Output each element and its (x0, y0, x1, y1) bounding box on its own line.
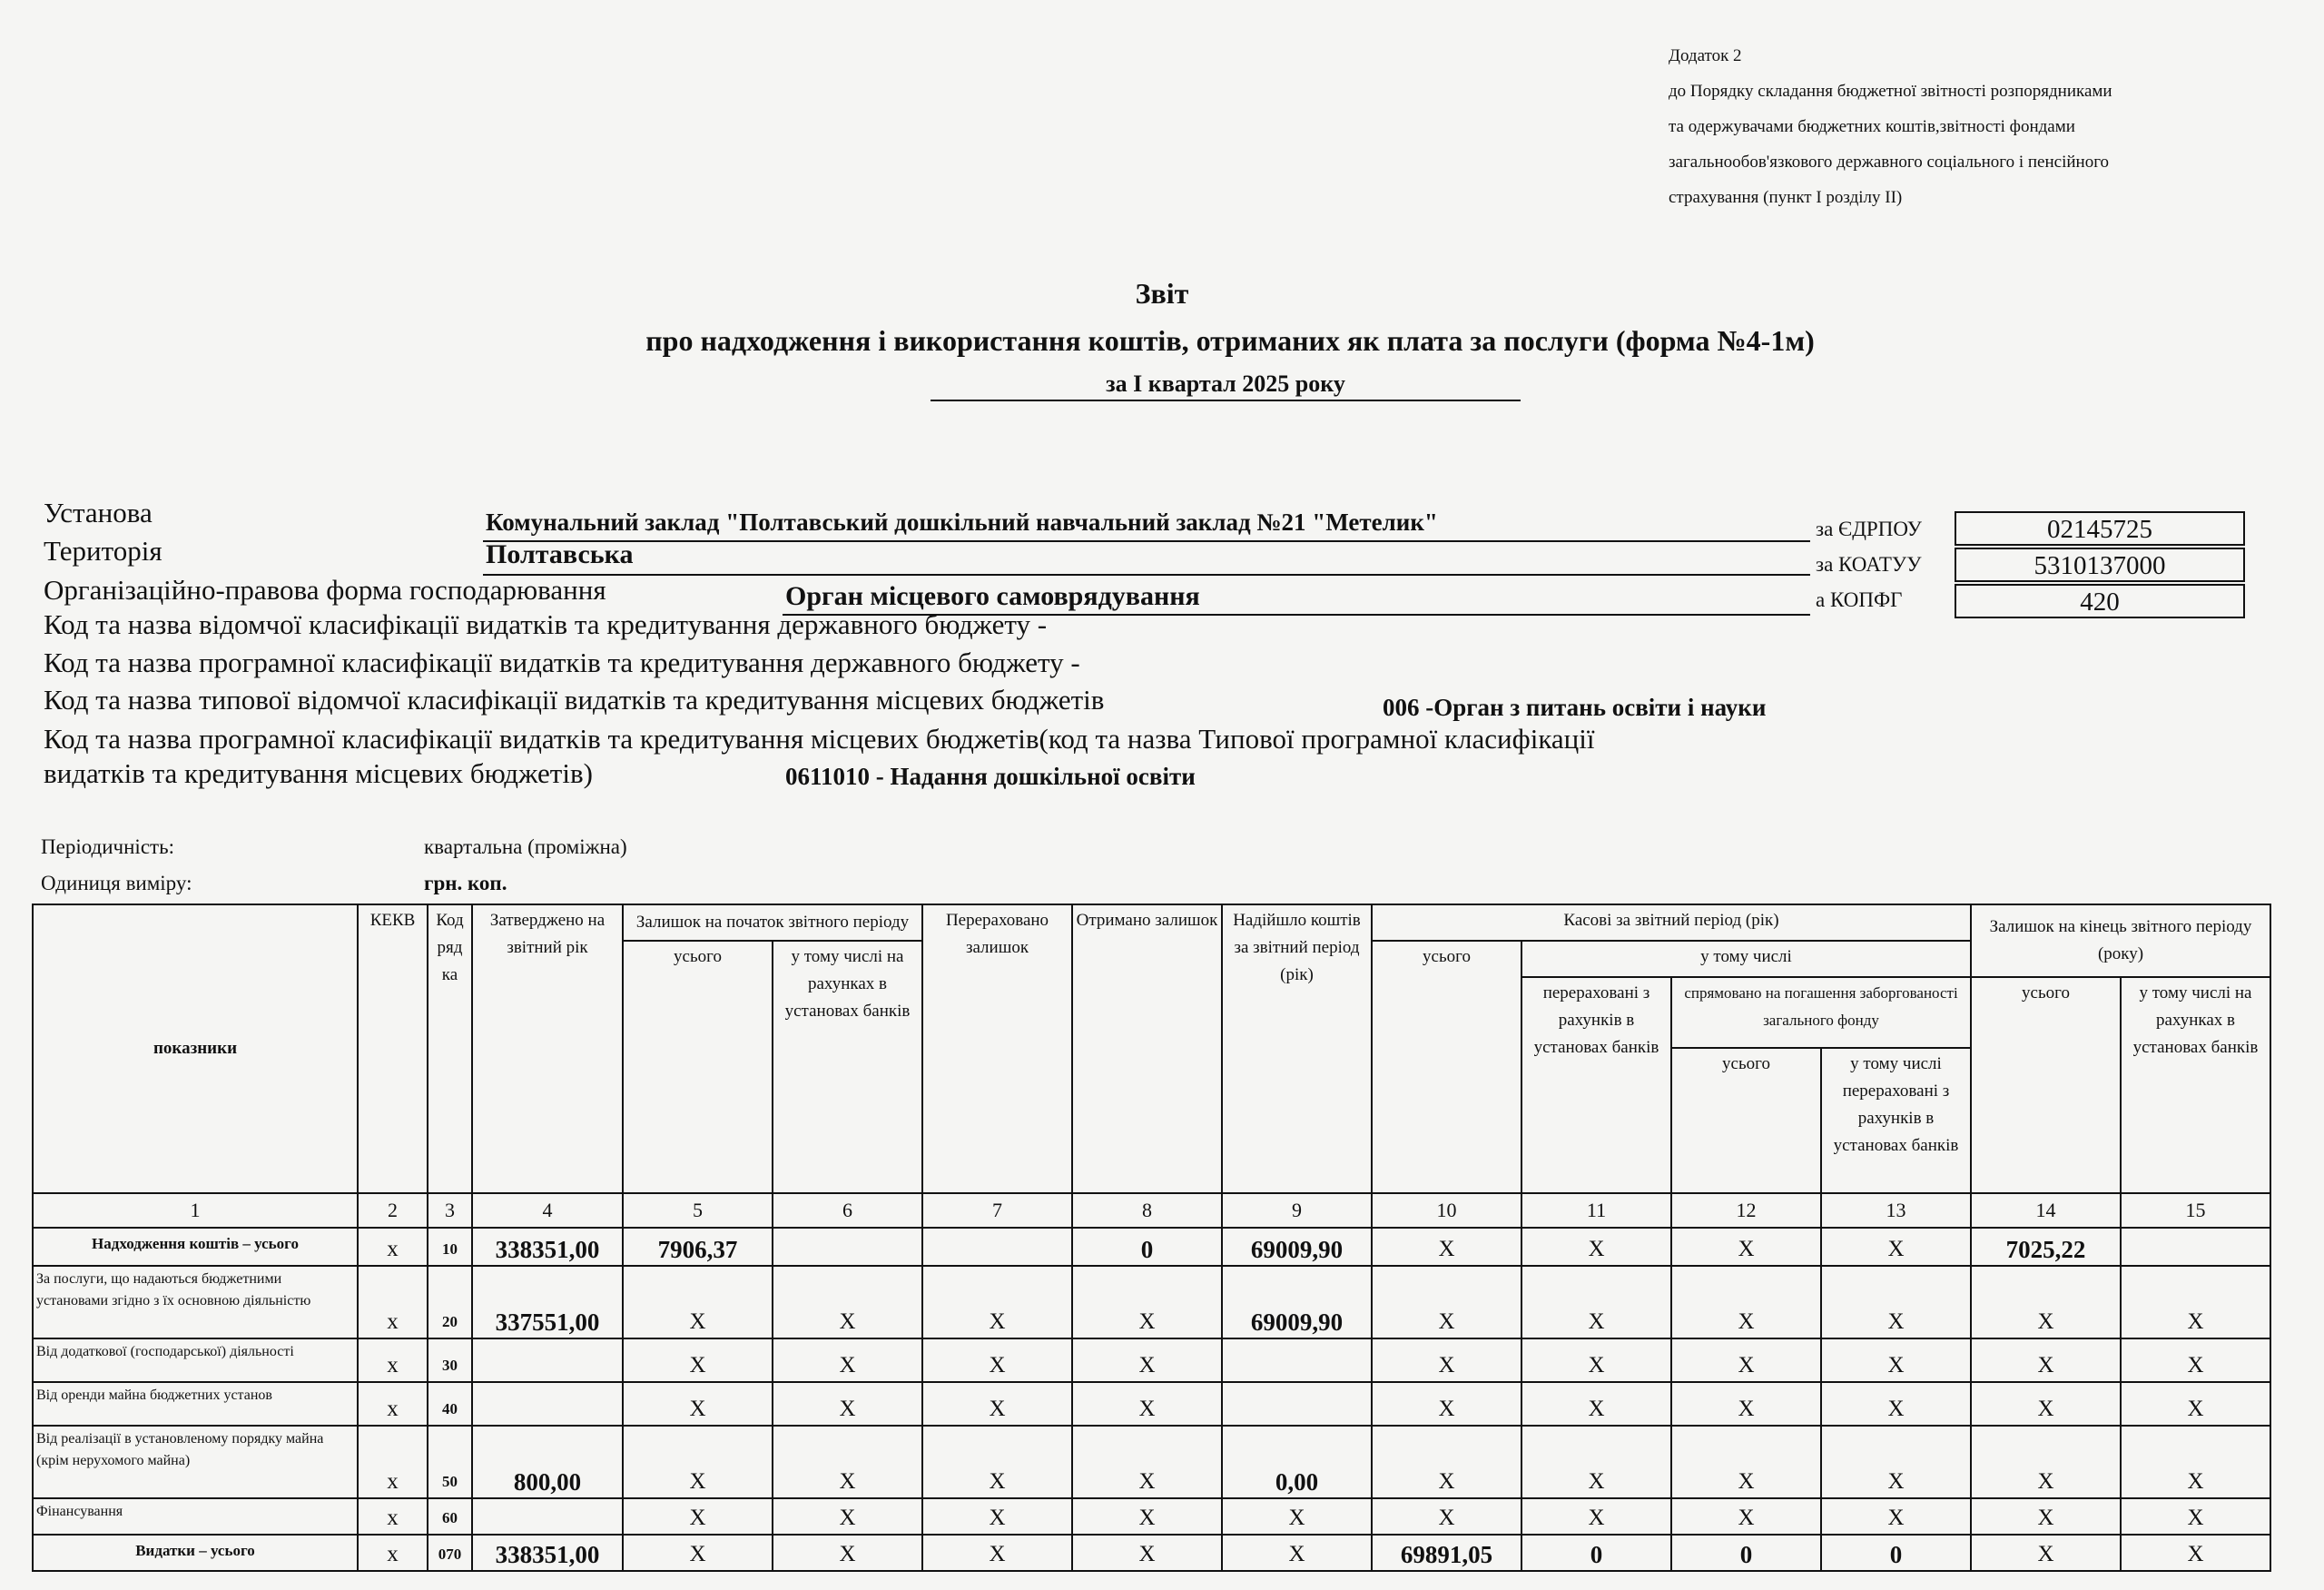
cell-c13: Х (1821, 1228, 1971, 1266)
cell-c15: Х (2121, 1535, 2270, 1571)
annex-line: Додаток 2 (1669, 46, 1742, 65)
annex-line: загальнообов'язкового державного соціального і пенсійного (1669, 153, 2110, 172)
cell-c15: Х (2121, 1382, 2270, 1426)
cell-c5: Х (623, 1535, 773, 1571)
table-row (33, 1498, 2270, 1535)
table-row (33, 1426, 2270, 1498)
cell-c11: Х (1521, 1382, 1671, 1426)
col-number: 6 (773, 1193, 922, 1228)
cell-c12: Х (1671, 1228, 1821, 1266)
cell-c11: Х (1521, 1266, 1671, 1338)
kekv-cell: х (358, 1498, 428, 1535)
row-label: За послуги, що надаються бюджетними установами згідно з їх основною діяльністю (33, 1266, 358, 1338)
territory-value: Полтавська (486, 539, 634, 569)
col-number: 1 (33, 1193, 358, 1228)
cell-c6: Х (773, 1498, 922, 1535)
row-code-cell: 20 (428, 1266, 472, 1338)
kopfg-box: 420 (1955, 584, 2245, 618)
cell-c13: Х (1821, 1426, 1971, 1498)
row-code-cell: 10 (428, 1228, 472, 1266)
cell-c7: Х (922, 1498, 1072, 1535)
col-number: 3 (428, 1193, 472, 1228)
cell-c6: Х (773, 1266, 922, 1338)
cell-c5: Х (623, 1382, 773, 1426)
cell-c14: Х (1971, 1266, 2121, 1338)
balance-end-total-header: усього (1971, 977, 2121, 1193)
cash-debt-total-header: усього (1671, 1048, 1821, 1193)
col-number: 8 (1072, 1193, 1222, 1228)
cell-c5: Х (623, 1338, 773, 1382)
cell-c13: Х (1821, 1498, 1971, 1535)
prog-local-value: 0611010 - Надання дошкільної освіти (785, 763, 1196, 790)
cell-c14: Х (1971, 1338, 2121, 1382)
orgform-value: Орган місцевого самоврядування (785, 581, 1200, 611)
row-code-cell: 60 (428, 1498, 472, 1535)
approved-cell (472, 1382, 623, 1426)
col-number: 5 (623, 1193, 773, 1228)
unit-value: грн. коп. (424, 872, 507, 894)
col-number: 12 (1671, 1193, 1821, 1228)
balance-start-banks-header: у тому числі на рахунках в установах банків (773, 941, 922, 1193)
approved-cell: 338351,00 (472, 1535, 623, 1571)
cell-c8: Х (1072, 1426, 1222, 1498)
cell-c10: Х (1372, 1498, 1521, 1535)
cell-c13: Х (1821, 1382, 1971, 1426)
cell-c13: 0 (1821, 1535, 1971, 1571)
title-line1: Звіт (1135, 277, 1189, 310)
cell-c7 (922, 1228, 1072, 1266)
cell-c12: Х (1671, 1266, 1821, 1338)
table-row (33, 1228, 2270, 1266)
prog-local-line1: Код та назва програмної класифікації видатків та кредитування місцевих бюджетів(код та назва Типової програмної класифікації (44, 723, 1595, 755)
row-label: Від додаткової (господарської) діяльності (33, 1338, 358, 1382)
cell-c9: Х (1222, 1535, 1372, 1571)
col-approved-header: Затверджено на звітний рік (472, 904, 623, 1193)
col-indicators-header: показники (33, 904, 358, 1193)
cell-c9: 69009,90 (1222, 1228, 1372, 1266)
unit-label: Одиниця виміру: (41, 872, 192, 894)
edrpou-label: за ЄДРПОУ (1816, 518, 1922, 540)
table-row (33, 1382, 2270, 1426)
cell-c9: 69009,90 (1222, 1266, 1372, 1338)
annex-line: та одержувачами бюджетних коштів,звітності фондами (1669, 117, 2075, 136)
cell-c7: Х (922, 1535, 1072, 1571)
periodicity-value: квартальна (проміжна) (424, 835, 627, 858)
cell-c6 (773, 1228, 922, 1266)
cell-c5: Х (623, 1266, 773, 1338)
koatuu-box: 5310137000 (1955, 548, 2245, 582)
approved-cell (472, 1338, 623, 1382)
cell-c8: Х (1072, 1498, 1222, 1535)
prog-class-state: Код та назва програмної класифікації видатків та кредитування державного бюджету - (44, 647, 1080, 678)
col-rowcode-header: Код ряд ка (428, 904, 472, 1193)
cell-c7: Х (922, 1382, 1072, 1426)
row-label: Від оренди майна бюджетних установ (33, 1382, 358, 1426)
cell-c15 (2121, 1228, 2270, 1266)
cell-c9: Х (1222, 1498, 1372, 1535)
cell-c6: Х (773, 1382, 922, 1426)
cell-c9 (1222, 1338, 1372, 1382)
cell-c14: Х (1971, 1382, 2121, 1426)
col-number: 10 (1372, 1193, 1521, 1228)
row-code-cell: 40 (428, 1382, 472, 1426)
cell-c10: Х (1372, 1338, 1521, 1382)
col-number: 2 (358, 1193, 428, 1228)
cell-c6: Х (773, 1426, 922, 1498)
row-label: Видатки – усього (33, 1535, 358, 1571)
cell-c6: Х (773, 1535, 922, 1571)
institution-label: Установа (44, 497, 153, 528)
col-received-header: Отримано залишок (1072, 904, 1222, 1193)
col-number: 9 (1222, 1193, 1372, 1228)
territory-label: Територія (44, 535, 162, 567)
cell-c10: Х (1372, 1266, 1521, 1338)
approved-cell (472, 1498, 623, 1535)
approved-cell: 800,00 (472, 1426, 623, 1498)
institution-underline (483, 540, 1810, 542)
table-row (33, 1535, 2270, 1571)
koatuu-label: за КОАТУУ (1816, 553, 1922, 576)
header-row (33, 904, 2270, 941)
typical-dept-value: 006 -Орган з питань освіти і науки (1383, 694, 1767, 721)
column-numbers-row (33, 1193, 2270, 1228)
cell-c12: Х (1671, 1382, 1821, 1426)
col-kekv-header: КЕКВ (358, 904, 428, 1193)
title-period: за I квартал 2025 року (931, 370, 1521, 401)
approved-cell: 338351,00 (472, 1228, 623, 1266)
balance-end-banks-header: у тому числі на рахунках в установах банків (2121, 977, 2270, 1193)
col-number: 13 (1821, 1193, 1971, 1228)
institution-value: Комунальний заклад "Полтавський дошкільний навчальний заклад №21 "Метелик" (486, 509, 1438, 536)
annex-note (1669, 38, 2250, 215)
territory-underline (483, 574, 1810, 576)
prog-local-line2: видатків та кредитування місцевих бюджетів) (44, 757, 593, 789)
cell-c8: Х (1072, 1382, 1222, 1426)
col-number: 14 (1971, 1193, 2121, 1228)
cell-c15: Х (2121, 1426, 2270, 1498)
col-number: 15 (2121, 1193, 2270, 1228)
cell-c9: 0,00 (1222, 1426, 1372, 1498)
balance-start-total-header: усього (623, 941, 773, 1193)
col-cash-header: Касові за звітний період (рік) (1372, 904, 1971, 941)
cell-c15: Х (2121, 1338, 2270, 1382)
col-balance-start-header: Залишок на початок звітного періоду (623, 904, 922, 941)
cell-c5: Х (623, 1426, 773, 1498)
cell-c12: 0 (1671, 1535, 1821, 1571)
cell-c10: 69891,05 (1372, 1535, 1521, 1571)
cell-c15: Х (2121, 1266, 2270, 1338)
cell-c7: Х (922, 1266, 1072, 1338)
cell-c10: Х (1372, 1228, 1521, 1266)
cell-c5: Х (623, 1498, 773, 1535)
dept-class-state: Код та назва відомчої класифікації видатків та кредитування державного бюджету - (44, 608, 1048, 640)
cell-c8: 0 (1072, 1228, 1222, 1266)
approved-cell: 337551,00 (472, 1266, 623, 1338)
col-number: 4 (472, 1193, 623, 1228)
cell-c7: Х (922, 1338, 1072, 1382)
edrpou-box: 02145725 (1955, 511, 2245, 546)
annex-line: страхування (пункт I розділу II) (1669, 188, 1903, 207)
cell-c11: 0 (1521, 1535, 1671, 1571)
row-label: Від реалізації в установленому порядку майна (крім нерухомого майна) (33, 1426, 358, 1498)
kekv-cell: х (358, 1266, 428, 1338)
cell-c12: Х (1671, 1498, 1821, 1535)
col-transferred-header: Перераховано залишок (922, 904, 1072, 1193)
cell-c14: Х (1971, 1535, 2121, 1571)
cell-c8: Х (1072, 1266, 1222, 1338)
cash-debt-banks-header: у тому числі перераховані з рахунків в установах банків (1821, 1048, 1971, 1193)
periodicity-label: Періодичність: (41, 835, 174, 858)
cell-c11: Х (1521, 1498, 1671, 1535)
report-table (32, 904, 2271, 1572)
kopfg-label: а КОПФГ (1816, 588, 1903, 611)
table-row (33, 1338, 2270, 1382)
cell-c8: Х (1072, 1535, 1222, 1571)
col-number: 11 (1521, 1193, 1671, 1228)
cash-debt-header: спрямовано на погашення заборгованості загального фонду (1671, 977, 1971, 1048)
table-body (33, 1228, 2270, 1571)
title-line2: про надходження і використання коштів, отриманих як плата за послуги (форма №4-1м) (645, 324, 1815, 357)
cell-c14: Х (1971, 1426, 2121, 1498)
cell-c13: Х (1821, 1338, 1971, 1382)
kekv-cell: х (358, 1228, 428, 1266)
cell-c9 (1222, 1382, 1372, 1426)
cell-c8: Х (1072, 1338, 1222, 1382)
col-balance-end-header: Залишок на кінець звітного періоду (року) (1971, 904, 2270, 977)
col-incoming-header: Надійшло коштів за звітний період (рік) (1222, 904, 1372, 1193)
row-code-cell: 50 (428, 1426, 472, 1498)
cell-c14: Х (1971, 1498, 2121, 1535)
typical-dept-label: Код та назва типової відомчої класифікації видатків та кредитування місцевих бюджетів (44, 684, 1105, 716)
cell-c5: 7906,37 (623, 1228, 773, 1266)
kekv-cell: х (358, 1535, 428, 1571)
row-code-cell: 070 (428, 1535, 472, 1571)
col-number: 7 (922, 1193, 1072, 1228)
cell-c11: Х (1521, 1426, 1671, 1498)
cell-c6: Х (773, 1338, 922, 1382)
cell-c11: Х (1521, 1338, 1671, 1382)
table-row (33, 1266, 2270, 1338)
kekv-cell: х (358, 1382, 428, 1426)
cash-including-header: у тому числі (1521, 941, 1971, 977)
row-label: Надходження коштів – усього (33, 1228, 358, 1266)
cell-c15: Х (2121, 1498, 2270, 1535)
cell-c12: Х (1671, 1338, 1821, 1382)
kekv-cell: х (358, 1338, 428, 1382)
row-code-cell: 30 (428, 1338, 472, 1382)
cash-total-header: усього (1372, 941, 1521, 1193)
cell-c11: Х (1521, 1228, 1671, 1266)
orgform-label: Організаційно-правова форма господарювання (44, 574, 606, 606)
row-label: Фінансування (33, 1498, 358, 1535)
cell-c14: 7025,22 (1971, 1228, 2121, 1266)
cell-c10: Х (1372, 1426, 1521, 1498)
cell-c10: Х (1372, 1382, 1521, 1426)
cell-c12: Х (1671, 1426, 1821, 1498)
cash-transferred-header: перераховані з рахунків в установах банків (1521, 977, 1671, 1193)
kekv-cell: х (358, 1426, 428, 1498)
annex-line: до Порядку складання бюджетної звітності розпорядниками (1669, 82, 2112, 101)
cell-c7: Х (922, 1426, 1072, 1498)
cell-c13: Х (1821, 1266, 1971, 1338)
